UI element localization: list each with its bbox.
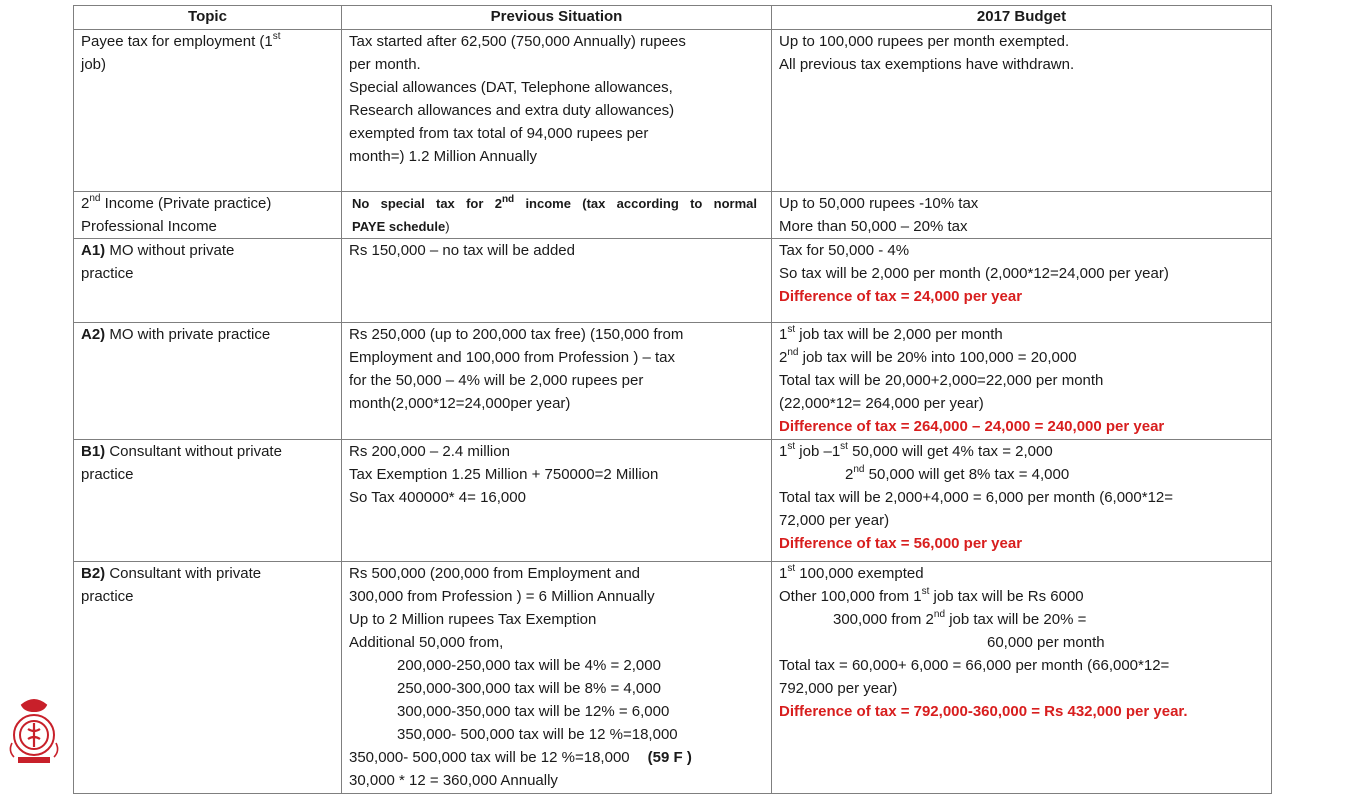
reference-note: (59 F )	[647, 749, 692, 766]
tax-difference: Difference of tax = 24,000 per year	[779, 288, 1023, 305]
cell-previous: Rs 200,000 – 2.4 million Tax Exemption 1.25 Million + 750000=2 Million So Tax 400000* 4= 16,000	[342, 440, 772, 562]
header-topic: Topic	[74, 6, 342, 30]
tax-difference: Difference of tax = 264,000 – 24,000 = 240,000 per year	[779, 418, 1165, 435]
tax-difference: Difference of tax = 56,000 per year	[779, 535, 1023, 552]
tax-difference: Difference of tax = 792,000-360,000 = Rs 432,000 per year.	[779, 703, 1188, 720]
row-a1-mo-without-private-practice	[74, 239, 1272, 323]
cell-topic: 2nd Income (Private practice) Professional Income	[74, 192, 342, 239]
cell-previous: Rs 500,000 (200,000 from Employment and 300,000 from Profession ) = 6 Million Annually Up to 2 Million rupees Tax Exemption Additional 50,000 from, 200,000-250,000 tax will be 4% = 2,000 250,000-300,000 tax will be 8% = 4,000 300,000-350,000 tax will be 12% = 6,000 350,000- 500,000 tax will be 12 %=18,000 350,000- 500,000 tax will be 12 %=18,000 (59 F ) 30,000 * 12 = 360,000 Annually	[342, 562, 772, 794]
row-label: B2)	[81, 565, 106, 582]
row-label: B1)	[81, 443, 106, 460]
header-2017-budget: 2017 Budget	[772, 6, 1272, 30]
cell-topic: A1) MO without private practice	[74, 239, 342, 323]
row-second-income	[74, 192, 1272, 239]
cell-budget: Up to 50,000 rupees -10% tax More than 50,000 – 20% tax	[772, 192, 1272, 239]
cell-topic: B2) Consultant with private practice	[74, 562, 342, 794]
row-b2-consultant-with-private-practice	[74, 562, 1272, 794]
cell-previous: No special tax for 2nd income (tax according to normal PAYE schedule)	[342, 192, 772, 239]
header-previous-situation: Previous Situation	[342, 6, 772, 30]
cell-budget: 1st job –1st 50,000 will get 4% tax = 2,000 2nd 50,000 will get 8% tax = 4,000 Total tax will be 2,000+4,000 = 6,000 per month (6,000*12= 72,000 per year) Difference of tax = 56,000 per year	[772, 440, 1272, 562]
cell-topic: A2) MO with private practice	[74, 323, 342, 440]
cell-budget: 1st 100,000 exempted Other 100,000 from 1st job tax will be Rs 6000 300,000 from 2nd job tax will be 20% = 60,000 per month Total tax = 60,000+ 6,000 = 66,000 per month (66,000*12= 792,000 per year) Difference of tax = 792,000-360,000 = Rs 432,000 per year.	[772, 562, 1272, 794]
tax-comparison-table	[73, 5, 1272, 794]
cell-budget: Tax for 50,000 - 4% So tax will be 2,000 per month (2,000*12=24,000 per year) Difference of tax = 24,000 per year	[772, 239, 1272, 323]
header-row	[74, 6, 1272, 30]
cell-previous: Rs 250,000 (up to 200,000 tax free) (150,000 from Employment and 100,000 from Profession ) – tax for the 50,000 – 4% will be 2,000 rupees per month(2,000*12=24,000per year)	[342, 323, 772, 440]
row-b1-consultant-without-private-practice	[74, 440, 1272, 562]
row-label: A2)	[81, 326, 106, 343]
cell-budget: Up to 100,000 rupees per month exempted. All previous tax exemptions have withdrawn.	[772, 30, 1272, 192]
row-a2-mo-with-private-practice	[74, 323, 1272, 440]
university-crest-icon	[4, 695, 64, 765]
cell-topic: Payee tax for employment (1st job)	[74, 30, 342, 192]
row-label: A1)	[81, 242, 106, 259]
cell-budget: 1st job tax will be 2,000 per month 2nd job tax will be 20% into 100,000 = 20,000 Total tax will be 20,000+2,000=22,000 per month (22,000*12= 264,000 per year) Difference of tax = 264,000 – 24,000 = 240,000 per year	[772, 323, 1272, 440]
cell-topic: B1) Consultant without private practice	[74, 440, 342, 562]
cell-previous: Rs 150,000 – no tax will be added	[342, 239, 772, 323]
row-payee-tax	[74, 30, 1272, 192]
cell-previous: Tax started after 62,500 (750,000 Annually) rupees per month. Special allowances (DAT, Telephone allowances, Research allowances and extra duty allowances) exempted from tax total of 94,000 rupees per month=) 1.2 Million Annually	[342, 30, 772, 192]
